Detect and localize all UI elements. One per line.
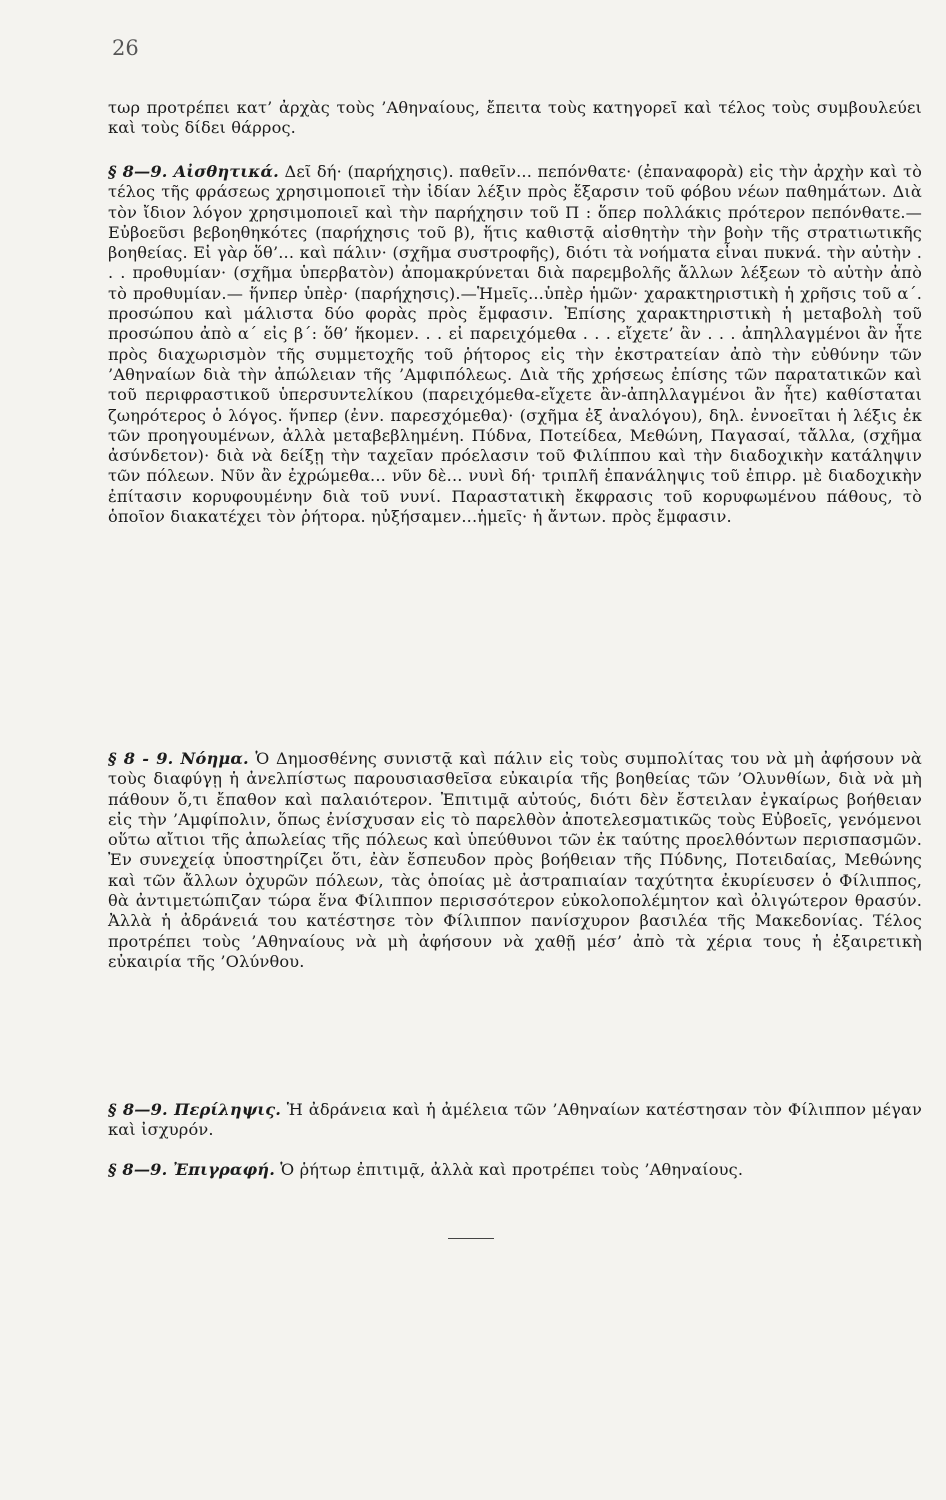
paragraph-summary [108, 1100, 922, 1141]
paragraph-intro-text: τωρ προτρέπει κατ’ ἀρχὰς τοὺς ’Αθηναίους, ἔπειτα τοὺς κατηγορεῖ καὶ τέλος τοὺς συμβουλεύει καὶ τοὺς δίδει θάρρος. [108, 98, 922, 138]
section-label-aesthetics: § 8—9. Αἰσθητικά. [108, 162, 279, 181]
paragraph-meaning-text: Ὁ Δημοσθένης συνιστᾷ καὶ πάλιν εἰς τοὺς συμπολίτας του νὰ μὴ ἀφήσουν νὰ τοὺς διαφύγῃ ἡ ἀνελπίστως παρουσιασθεῖσα εὐκαιρία τῆς βοηθείας τῶν ’Ολυνθίων, διὰ νὰ μὴ πάθουν ὅ,τι ἔπαθον καὶ παλαιότερον. Ἐπιτιμᾷ αὐτούς, διότι δὲν ἔστειλαν ἐγκαίρως βοήθειαν εἰς τὴν ’Αμφίπολιν, ὅπως ἐνίσχυσαν εἰς τὸ παρελθὸν ἀποτελεσματικῶς τοὺς Εὐβοεῖς, γενόμενοι οὕτω αἴτιοι τῆς ἀπωλείας τῆς πόλεως καὶ ὑπεύθυνοι τῶν ἐκ ταύτης προελθόντων περισπασμῶν. Ἐν συνεχείᾳ ὑποστηρίζει ὅτι, ἐὰν ἔσπευδον πρὸς βοήθειαν τῆς Πύδνης, Ποτειδαίας, Μεθώνης καὶ τῶν ἄλλων ὀχυρῶν πόλεων, τὰς ὁποίας μὲ ἀστραπιαίαν ταχύτητα ἐκυρίευσεν ὁ Φίλιππος, θὰ ἀντιμετώπιζαν τώρα ἕνα Φίλιππον περισσότερον εὐκολοπολέμητον καὶ ὀλιγώτερον θρασύν. Ἀλλὰ ἡ ἀδράνειά του κατέστησε τὸν Φίλιππον πανίσχυρον βασιλέα τῆς Μακεδονίας. Τέλος προτρέπει τοὺς ’Αθηναίους νὰ μὴ ἀφήσουν νὰ χαθῇ μέσ’ ἀπὸ τὰ χέρια τους ἡ ἐξαιρετικὴ εὐκαιρία τῆς ’Ολύνθου. [108, 749, 922, 971]
paragraph-title [108, 1160, 922, 1180]
paragraph-title-text: Ὁ ῥήτωρ ἐπιτιμᾷ, ἀλλὰ καὶ προτρέπει τοὺς ’Αθηναίους. [280, 1160, 744, 1179]
paragraph-intro [108, 98, 922, 139]
paragraph-aesthetics-text: Δεῖ δή· (παρήχησις). παθεῖν... πεπόνθατε· (ἐπαναφορὰ) εἰς τὴν ἀρχὴν καὶ τὸ τέλος τῆς φράσεως χρησιμοποιεῖ τὴν ἰδίαν λέξιν πρὸς ἔξαρσιν τοῦ φόβου νέων παθημάτων. Διὰ τὸν ἴδιον λόγον χρησιμοποιεῖ καὶ τὴν παρήχησιν τοῦ Π : ὅπερ πολλάκις πρότερον πεπόνθατε.— Εὐβοεῦσι βεβοηθηκότες (παρήχησις τοῦ β), ἥτις καθιστᾷ αἰσθητὴν τὴν βοὴν τῆς στρατιωτικῆς βοηθείας. Εἰ γὰρ ὅθ’... καὶ πάλιν· (σχῆμα συστροφῆς), διότι τὰ νοήματα εἶναι πυκνά. τὴν αὐτὴν . . . προθυμίαν· (σχῆμα ὑπερβατὸν) ἀπομακρύνεται διὰ παρεμβολῆς ἄλλων λέξεων τὸ αὐτὴν ἀπὸ τὸ προθυμίαν.— ἥνπερ ὑπὲρ· (παρήχησις).—Ἡμεῖς...ὑπὲρ ἡμῶν· χαρακτηριστικὴ ἡ χρῆσις τοῦ α΄. προσώπου καὶ μάλιστα δύο φορὰς πρὸς ἔμφασιν. Ἐπίσης χαρακτηριστικὴ ἡ μεταβολὴ τοῦ προσώπου ἀπὸ α΄ εἰς β΄: ὅθ’ ἥκομεν. . . εἰ παρειχόμεθα . . . εἴχετε’ ἂν . . . ἀπηλλαγμένοι ἂν ἦτε πρὸς διαχωρισμὸν τῆς συμμετοχῆς τοῦ ῥήτορος εἰς τὴν ἐκστρατείαν ἀπὸ τὴν εὐθύνην τῶν ’Αθηναίων διὰ τὴν ἀπώλειαν τῆς ’Αμφιπόλεως. Διὰ τῆς χρήσεως ἐπίσης τῶν παρατατικῶν καὶ τοῦ περιφραστικοῦ ὑπερσυντελίκου (παρειχόμεθα-εἴχετε ἂν-ἀπηλλαγμένοι ἂν ἦτε) καθίσταται ζωηρότερος ὁ λόγος. ἥνπερ (ἐνν. παρεσχόμεθα)· (σχῆμα ἐξ ἀναλόγου), δηλ. ἐννοεῖται ἡ λέξις ἐκ τῶν προηγουμένων, ἀλλὰ μεταβεβλημένη. Πύδνα, Ποτείδεα, Μεθώνη, Παγασαί, τἄλλα, (σχῆμα ἀσύνδετον)· διὰ νὰ δείξῃ τὴν ταχεῖαν πρόελασιν τοῦ Φιλίππου καὶ τὴν διαδοχικὴν κατάληψιν τῶν πόλεων. Νῦν ἂν ἐχρώμεθα... νῦν δὲ... νυνὶ δή· τριπλῆ ἐπανάληψις τοῦ ἐπιρρ. μὲ διαδοχικὴν ἐπίτασιν κορυφουμένην διὰ τοῦ νυνί. Παραστατικὴ ἔκφρασις τοῦ κορυφωμένου πάθους, τὸ ὁποῖον διακατέχει τὸν ῥήτορα. ηὐξήσαμεν...ἡμεῖς· ἡ ἄντων. πρὸς ἔμφασιν. [108, 162, 923, 527]
paragraph-aesthetics [108, 162, 922, 527]
page-number: 26 [112, 36, 139, 60]
section-divider [448, 1238, 494, 1239]
section-label-meaning: § 8 - 9. Νόημα. [108, 749, 249, 768]
section-label-summary: § 8—9. Περίληψις. [108, 1100, 281, 1119]
paragraph-summary-text: Ἡ ἀδράνεια καὶ ἡ ἀμέλεια τῶν ’Αθηναίων κατέστησαν τὸν Φίλιππον μέγαν καὶ ἰσχυρόν. [108, 1100, 922, 1140]
section-label-title: § 8—9. Ἐπιγραφή. [108, 1160, 275, 1179]
paragraph-meaning [108, 749, 922, 972]
